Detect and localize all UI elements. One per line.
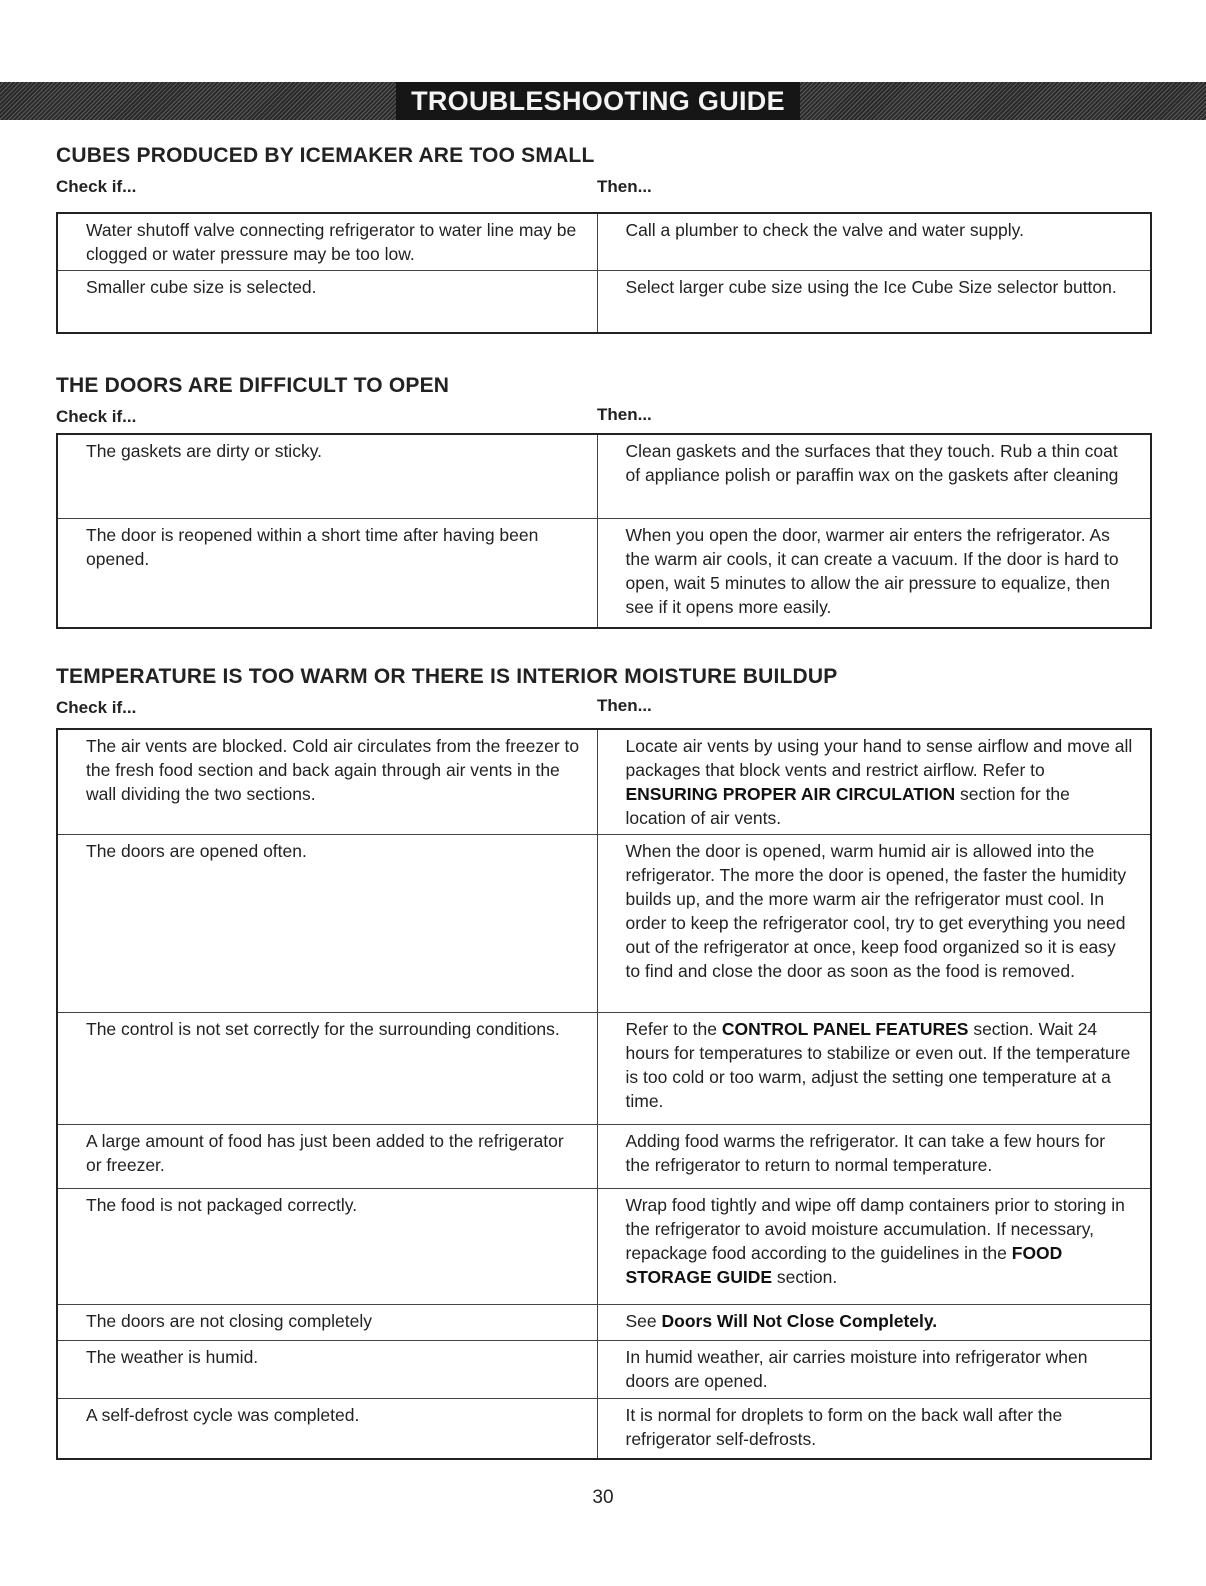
section-title-cubes-too-small: CUBES PRODUCED BY ICEMAKER ARE TOO SMALL xyxy=(56,144,595,167)
table-row xyxy=(57,835,1151,1013)
section-title-doors-difficult: THE DOORS ARE DIFFICULT TO OPEN xyxy=(56,374,450,397)
check-cell: The control is not set correctly for the surrounding conditions. xyxy=(57,1013,597,1125)
bold-reference: Doors Will Not Close Completely. xyxy=(661,1311,938,1331)
check-cell: A self-defrost cycle was completed. xyxy=(57,1399,597,1459)
table-row xyxy=(57,271,1151,333)
bold-reference: ENSURING PROPER AIR CIRCULATION xyxy=(625,784,956,804)
table-row xyxy=(57,213,1151,271)
then-cell: See Doors Will Not Close Completely. xyxy=(597,1305,1151,1341)
check-if-header: Check if... xyxy=(56,177,137,196)
then-cell: Call a plumber to check the valve and water supply. xyxy=(597,213,1151,271)
check-cell: The door is reopened within a short time after having been opened. xyxy=(57,518,597,628)
then-cell: Locate air vents by using your hand to sense airflow and move all packages that block vents and restrict airflow. Refer to ENSURING PROPER AIR CIRCULATION section for the location of air vents. xyxy=(597,729,1151,835)
table-row xyxy=(57,1125,1151,1189)
troubleshooting-table-doors xyxy=(56,433,1152,629)
check-cell: The food is not packaged correctly. xyxy=(57,1189,597,1305)
table-row xyxy=(57,1399,1151,1459)
then-cell: In humid weather, air carries moisture into refrigerator when doors are opened. xyxy=(597,1341,1151,1399)
then-cell: Adding food warms the refrigerator. It can take a few hours for the refrigerator to return to normal temperature. xyxy=(597,1125,1151,1189)
then-cell: When you open the door, warmer air enters the refrigerator. As the warm air cools, it can create a vacuum. If the door is hard to open, wait 5 minutes to allow the air pressure to equalize, then see if it opens more easily. xyxy=(597,518,1151,628)
table-row xyxy=(57,729,1151,835)
then-header: Then... xyxy=(597,177,652,196)
check-cell: The weather is humid. xyxy=(57,1341,597,1399)
page-title: TROUBLESHOOTING GUIDE xyxy=(396,82,800,120)
check-cell: The gaskets are dirty or sticky. xyxy=(57,434,597,518)
then-cell: It is normal for droplets to form on the back wall after the refrigerator self-defrosts. xyxy=(597,1399,1151,1459)
troubleshooting-table-temperature xyxy=(56,728,1152,1460)
troubleshooting-table-cubes xyxy=(56,212,1152,334)
then-cell: Wrap food tightly and wipe off damp containers prior to storing in the refrigerator to avoid moisture accumulation. If necessary, repackage food according to the guidelines in the FOOD STORAGE GUIDE section. xyxy=(597,1189,1151,1305)
then-header: Then... xyxy=(597,696,652,715)
section-title-temperature-moisture: TEMPERATURE IS TOO WARM OR THERE IS INTERIOR MOISTURE BUILDUP xyxy=(56,665,838,688)
table-row xyxy=(57,434,1151,518)
table-row xyxy=(57,1013,1151,1125)
check-cell: A large amount of food has just been added to the refrigerator or freezer. xyxy=(57,1125,597,1189)
check-cell: The doors are not closing completely xyxy=(57,1305,597,1341)
then-header: Then... xyxy=(597,405,652,424)
check-cell: Water shutoff valve connecting refrigerator to water line may be clogged or water pressure may be too low. xyxy=(57,213,597,271)
page-number: 30 xyxy=(592,1487,614,1508)
check-cell: The air vents are blocked. Cold air circulates from the freezer to the fresh food section and back again through air vents in the wall dividing the two sections. xyxy=(57,729,597,835)
bold-reference: CONTROL PANEL FEATURES xyxy=(721,1019,969,1039)
table-row xyxy=(57,1341,1151,1399)
bold-reference: FOOD STORAGE GUIDE xyxy=(625,1243,1063,1287)
check-cell: The doors are opened often. xyxy=(57,835,597,1013)
table-row xyxy=(57,518,1151,628)
table-row xyxy=(57,1305,1151,1341)
table-row xyxy=(57,1189,1151,1305)
then-cell: Select larger cube size using the Ice Cube Size selector button. xyxy=(597,271,1151,333)
then-cell: Clean gaskets and the surfaces that they touch. Rub a thin coat of appliance polish or paraffin wax on the gaskets after cleaning xyxy=(597,434,1151,518)
check-if-header: Check if... xyxy=(56,698,137,717)
check-if-header: Check if... xyxy=(56,407,137,426)
check-cell: Smaller cube size is selected. xyxy=(57,271,597,333)
then-cell: Refer to the CONTROL PANEL FEATURES section. Wait 24 hours for temperatures to stabilize or even out. If the temperature is too cold or too warm, adjust the setting one temperature at a time. xyxy=(597,1013,1151,1125)
then-cell: When the door is opened, warm humid air is allowed into the refrigerator. The more the door is opened, the faster the humidity builds up, and the more warm air the refrigerator must cool. In order to keep the refrigerator cool, try to get everything you need out of the refrigerator at once, keep food organized so it is easy to find and close the door as soon as the food is removed. xyxy=(597,835,1151,1013)
